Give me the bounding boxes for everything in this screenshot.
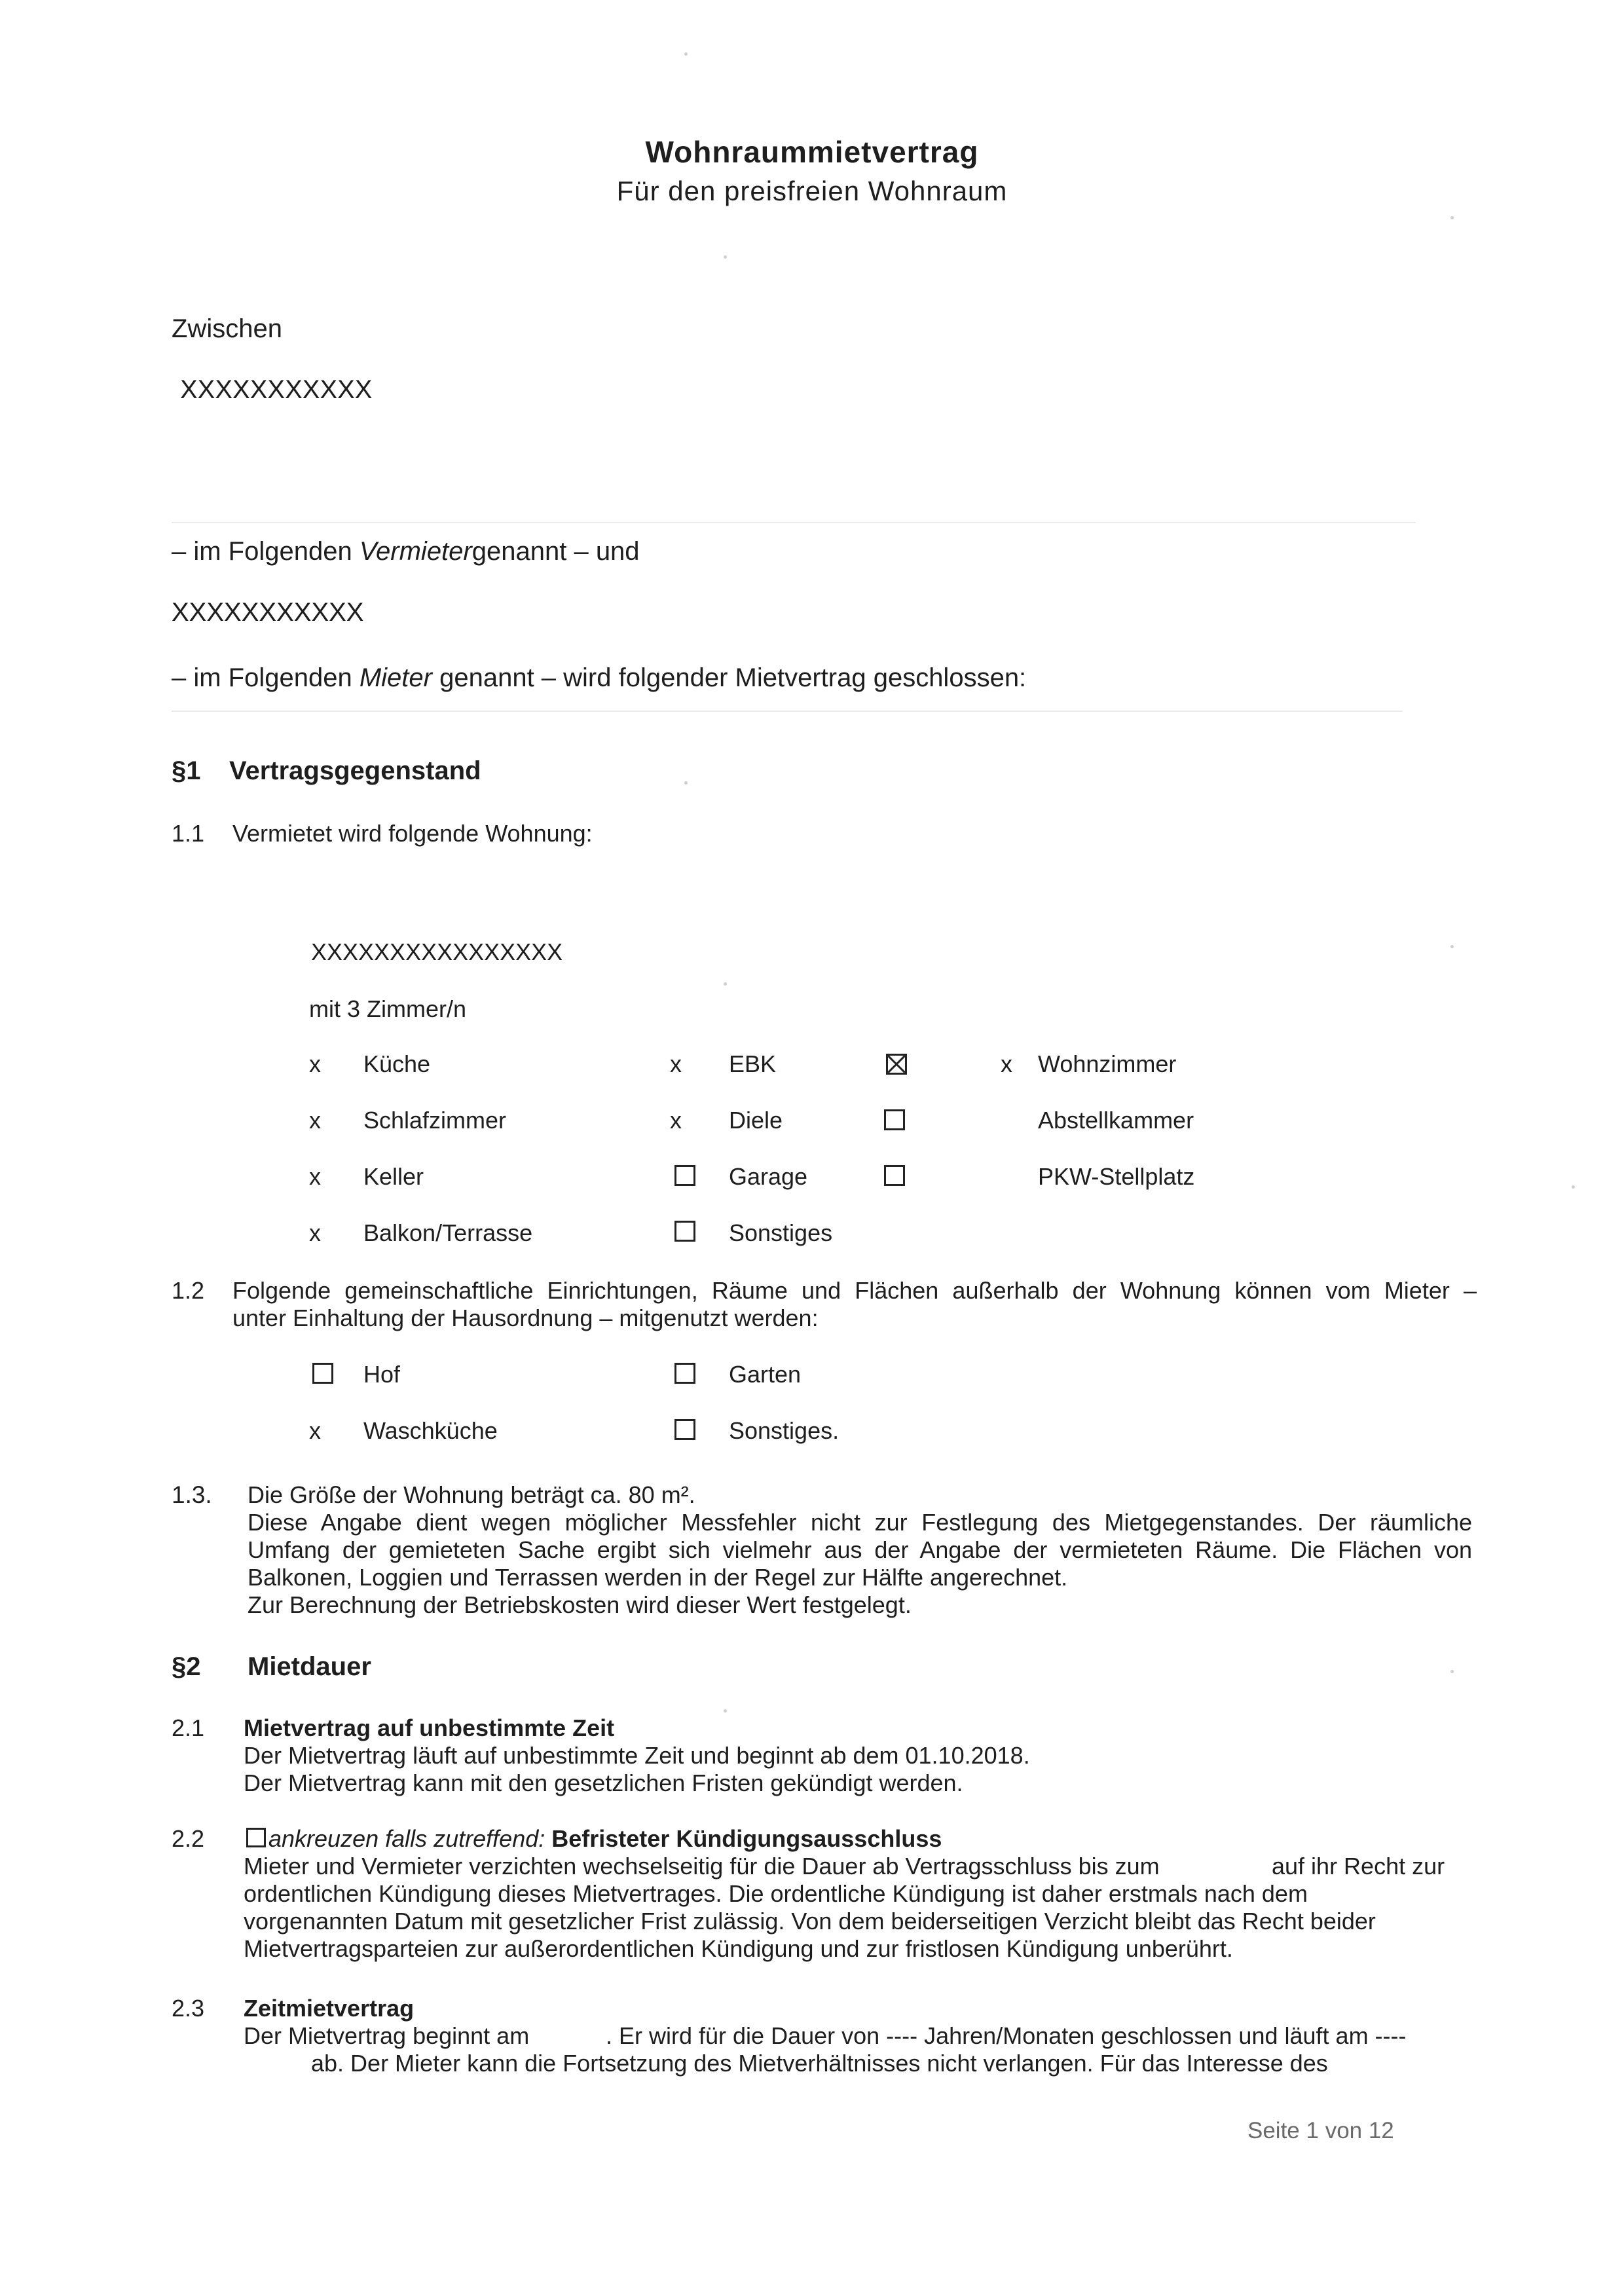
paragraph-number: 1.1 [172,820,205,847]
checkbox[interactable] [884,1109,905,1130]
paragraph-text: . Er wird für die Dauer von ---- Jahren/Monaten geschlossen und läuft am ---- [606,2022,1407,2049]
scan-speck [724,255,727,259]
checked-mark: x [309,1050,321,1077]
section-heading: Mietdauer [248,1652,371,1681]
scan-speck [684,781,688,785]
item-wohnzimmer: Wohnzimmer [1038,1050,1177,1077]
checked-mark: x [1001,1050,1012,1077]
separator-line [172,522,1416,523]
checkbox[interactable] [674,1419,695,1440]
item-pkw-stellplatz: PKW-Stellplatz [1038,1163,1195,1190]
checked-mark: x [309,1107,321,1134]
paragraph-text: Diese Angabe dient wegen möglicher Messfehler nicht zur Festlegung des Mietgegenstandes. Der räumliche [248,1509,1472,1536]
paragraph-title: Zeitmietvertrag [244,1995,415,2022]
shared-waschkueche: Waschküche [363,1417,498,1444]
item-sonstiges: Sonstiges [729,1219,833,1246]
checked-mark: x [309,1163,321,1190]
item-diele: Diele [729,1107,783,1134]
paragraph-text: Folgende gemeinschaftliche Einrichtungen, Räume und Flächen außerhalb der Wohnung können vom Mieter – [232,1277,1477,1304]
paragraph-text: Die Größe der Wohnung beträgt ca. 80 m². [248,1481,695,1508]
scan-speck [1450,945,1454,948]
paragraph-text: ordentlichen Kündigung dieses Mietvertrages. Die ordentliche Kündigung ist daher erstmals nach dem [244,1880,1308,1907]
item-abstellkammer: Abstellkammer [1038,1107,1194,1134]
scan-speck [1450,1670,1454,1673]
item-keller: Keller [363,1163,424,1190]
landlord-name: XXXXXXXXXXX [180,375,373,404]
paragraph-number: 1.2 [172,1277,205,1304]
separator-line [172,711,1403,712]
page-number: Seite 1 von 12 [1247,2118,1394,2143]
section-number: §2 [172,1652,201,1681]
document-title: Wohnraummietvertrag [645,135,979,169]
document-subtitle: Für den preisfreien Wohnraum [616,176,1008,206]
paragraph-text: vorgenannten Datum mit gesetzlicher Frist zulässig. Von dem beiderseitigen Verzicht bleibt das Recht beider [244,1908,1376,1935]
paragraph-text: auf ihr Recht zur [1272,1853,1445,1879]
checkbox[interactable] [674,1363,695,1384]
item-garage: Garage [729,1163,808,1190]
landlord-role: – im Folgenden Vermietergenannt – und [172,537,640,566]
paragraph-text: ab. Der Mieter kann die Fortsetzung des Mietverhältnisses nicht verlangen. Für das Interesse des [311,2050,1328,2077]
paragraph-text: Der Mietvertrag kann mit den gesetzlichen Fristen gekündigt werden. [244,1769,963,1796]
scan-speck [1572,1185,1575,1189]
paragraph-text: Zur Berechnung der Betriebskosten wird dieser Wert festgelegt. [248,1591,912,1618]
checkbox[interactable] [246,1828,266,1847]
item-ebk: EBK [729,1050,777,1077]
room-count: mit 3 Zimmer/n [309,995,467,1022]
shared-hof: Hof [363,1361,401,1388]
checked-mark: x [670,1050,682,1077]
paragraph-number: 2.1 [172,1714,205,1741]
section-number: §1 [172,756,201,785]
paragraph-text: Balkonen, Loggien und Terrassen werden in der Regel zur Hälfte angerechnet. [248,1564,1068,1591]
item-balkon: Balkon/Terrasse [363,1219,533,1246]
paragraph-text: Der Mietvertrag läuft auf unbestimmte Zeit und beginnt ab dem 01.10.2018. [244,1742,1030,1769]
paragraph-title: ankreuzen falls zutreffend: Befristeter Kündigungsausschluss [268,1825,942,1852]
paragraph-text: Mietvertragsparteien zur außerordentlichen Kündigung und zur fristlosen Kündigung unberührt. [244,1935,1233,1962]
tenant-name: XXXXXXXXXXX [172,598,364,627]
paragraph-text: Umfang der gemieteten Sache ergibt sich vielmehr aus der Angabe der vermieteten Räume. Die Flächen von [248,1536,1472,1563]
checkbox[interactable] [312,1363,333,1384]
checkbox-checked[interactable] [886,1054,907,1075]
paragraph-title: Mietvertrag auf unbestimmte Zeit [244,1714,615,1741]
tenant-role: – im Folgenden Mieter genannt – wird folgender Mietvertrag geschlossen: [172,663,1027,692]
shared-sonstiges: Sonstiges. [729,1417,840,1444]
scan-speck [724,1709,727,1713]
checkbox[interactable] [674,1221,695,1242]
checked-mark: x [309,1417,321,1444]
paragraph-text: Vermietet wird folgende Wohnung: [232,820,593,847]
item-kueche: Küche [363,1050,431,1077]
item-schlafzimmer: Schlafzimmer [363,1107,507,1134]
scan-speck [724,982,727,986]
paragraph-text: unter Einhaltung der Hausordnung – mitgenutzt werden: [232,1305,819,1331]
apartment-address: XXXXXXXXXXXXXXXX [311,938,563,965]
checkbox[interactable] [884,1165,905,1186]
paragraph-number: 2.2 [172,1825,205,1852]
scan-speck [684,52,688,56]
scan-speck [1450,216,1454,219]
between-label: Zwischen [172,314,282,343]
paragraph-text: Mieter und Vermieter verzichten wechselseitig für die Dauer ab Vertragsschluss bis zum [244,1853,1160,1879]
shared-garten: Garten [729,1361,802,1388]
paragraph-text: Der Mietvertrag beginnt am [244,2022,530,2049]
section-heading: Vertragsgegenstand [229,756,481,785]
checkbox[interactable] [674,1165,695,1186]
paragraph-number: 1.3. [172,1481,212,1508]
checked-mark: x [670,1107,682,1134]
paragraph-number: 2.3 [172,1995,205,2022]
checked-mark: x [309,1219,321,1246]
